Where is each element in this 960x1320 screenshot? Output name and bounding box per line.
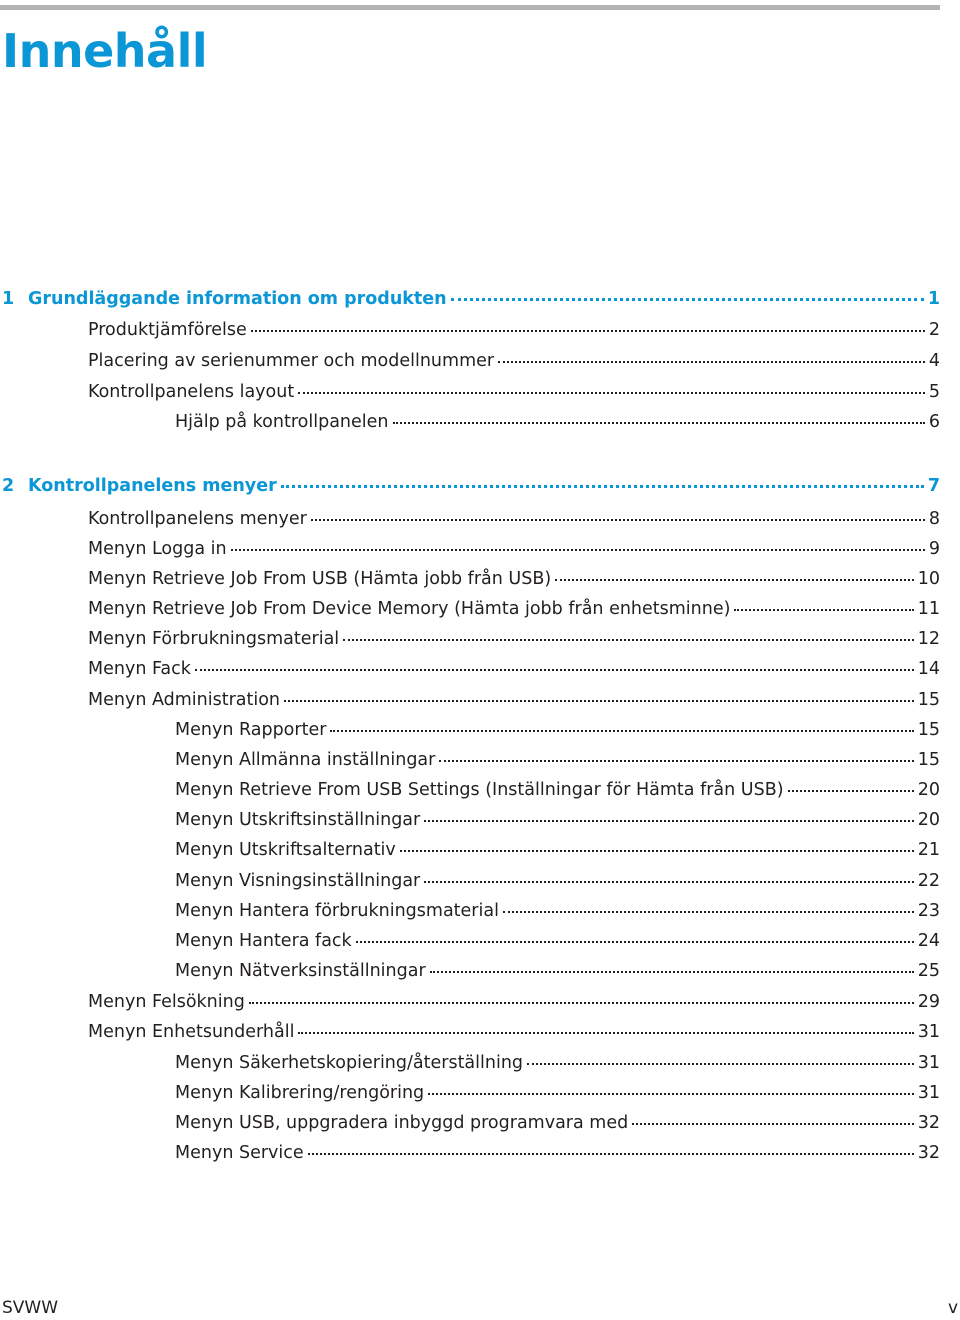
dot-leader <box>430 970 914 973</box>
toc-chapter-number: 2 <box>2 476 15 496</box>
toc-entry-title: Menyn Enhetsunderhåll <box>88 1022 295 1042</box>
toc-entry[interactable] <box>88 378 940 406</box>
toc-entry-title: Kontrollpanelens menyer <box>88 509 307 529</box>
toc-entry[interactable] <box>88 505 940 533</box>
toc-page-number: 15 <box>917 690 940 710</box>
toc-entry[interactable] <box>175 746 940 774</box>
toc-entry-title: Menyn Retrieve Job From USB (Hämta jobb från USB) <box>88 569 552 589</box>
toc-entry-title: Produktjämförelse <box>88 320 247 340</box>
toc-page-number: 23 <box>917 901 940 921</box>
dot-leader <box>439 759 913 762</box>
toc-page-number: 25 <box>917 961 940 981</box>
dot-leader <box>311 518 925 521</box>
dot-leader <box>498 360 925 363</box>
toc-entry-title: Menyn Utskriftsalternativ <box>175 840 396 860</box>
toc-entry-title: Menyn Retrieve Job From Device Memory (Hämta jobb från enhetsminne) <box>88 599 731 619</box>
toc-page-number: 31 <box>917 1083 940 1103</box>
toc-entry-title: Grundläggande information om produkten <box>28 289 447 309</box>
toc-chapter-entry[interactable] <box>2 472 940 500</box>
toc-entry-title: Menyn Retrieve From USB Settings (Inställningar för Hämta från USB) <box>175 780 784 800</box>
toc-entry-title: Menyn Felsökning <box>88 992 245 1012</box>
toc-entry-title: Menyn Kalibrering/rengöring <box>175 1083 425 1103</box>
toc-entry-title: Menyn USB, uppgradera inbyggd programvara med <box>175 1113 629 1133</box>
dot-leader <box>298 391 925 394</box>
toc-entry[interactable] <box>88 655 940 683</box>
toc-entry[interactable] <box>175 716 940 744</box>
toc-entry[interactable] <box>175 776 940 804</box>
toc-entry[interactable] <box>88 988 940 1016</box>
toc-chapter-entry[interactable] <box>2 285 940 313</box>
dot-leader <box>527 1062 914 1065</box>
page-number: v <box>947 1298 958 1318</box>
dot-leader <box>251 329 925 332</box>
dot-leader <box>555 578 914 581</box>
toc-entry-title: Menyn Fack <box>88 659 191 679</box>
dot-leader <box>308 1152 914 1155</box>
dot-leader <box>424 880 913 883</box>
toc-page-number: 29 <box>917 992 940 1012</box>
toc-entry[interactable] <box>175 867 940 895</box>
dot-leader <box>393 421 925 424</box>
toc-entry-title: Menyn Förbrukningsmaterial <box>88 629 340 649</box>
toc-entry[interactable] <box>88 686 940 714</box>
toc-entry[interactable] <box>175 1049 940 1077</box>
toc-page-number: 12 <box>917 629 940 649</box>
dot-leader <box>734 608 913 611</box>
toc-entry[interactable] <box>175 897 940 925</box>
toc-entry-title: Menyn Hantera fack <box>175 931 352 951</box>
dot-leader <box>400 849 914 852</box>
toc-entry-title: Menyn Utskriftsinställningar <box>175 810 421 830</box>
dot-leader <box>298 1031 913 1034</box>
toc-page-number: 8 <box>928 509 940 529</box>
dot-leader <box>284 699 914 702</box>
dot-leader <box>343 638 914 641</box>
dot-leader <box>195 668 914 671</box>
page-title: Innehåll <box>2 24 208 78</box>
toc-page-number: 6 <box>928 412 940 432</box>
dot-leader <box>231 548 925 551</box>
toc-entry[interactable] <box>175 408 940 436</box>
dot-leader <box>249 1001 914 1004</box>
toc-entry[interactable] <box>175 1079 940 1107</box>
toc-page-number: 4 <box>928 351 940 371</box>
toc-page-number: 5 <box>928 382 940 402</box>
toc-page-number: 21 <box>917 840 940 860</box>
toc-page-number: 22 <box>917 871 940 891</box>
toc-entry[interactable] <box>88 595 940 623</box>
toc-entry-title: Menyn Service <box>175 1143 304 1163</box>
dot-leader <box>330 729 913 732</box>
toc-entry[interactable] <box>88 625 940 653</box>
toc-entry-title: Menyn Säkerhetskopiering/återställning <box>175 1053 524 1073</box>
toc-page-number: 14 <box>917 659 940 679</box>
dot-leader <box>788 789 914 792</box>
dot-leader <box>632 1122 914 1125</box>
toc-entry[interactable] <box>175 927 940 955</box>
dot-leader <box>503 910 914 913</box>
toc-page-number: 15 <box>917 750 940 770</box>
toc-page-number: 10 <box>917 569 940 589</box>
toc-chapter-number: 1 <box>2 289 15 309</box>
toc-entry-title: Menyn Rapporter <box>175 720 327 740</box>
toc-entry-title: Hjälp på kontrollpanelen <box>175 412 389 432</box>
toc-entry-title: Kontrollpanelens menyer <box>28 476 277 496</box>
toc-entry-title: Menyn Logga in <box>88 539 227 559</box>
toc-entry[interactable] <box>175 836 940 864</box>
toc-page-number: 7 <box>927 476 940 496</box>
toc-page-number: 31 <box>917 1022 940 1042</box>
toc-page-number: 24 <box>917 931 940 951</box>
toc-entry-title: Menyn Allmänna inställningar <box>175 750 436 770</box>
dot-leader <box>356 940 914 943</box>
toc-page-number: 1 <box>927 289 940 309</box>
dot-leader <box>451 297 924 301</box>
toc-entry-title: Placering av serienummer och modellnummer <box>88 351 495 371</box>
toc-entry[interactable] <box>175 1139 940 1167</box>
toc-page-number: 32 <box>917 1113 940 1133</box>
toc-page-number: 32 <box>917 1143 940 1163</box>
dot-leader <box>428 1092 914 1095</box>
toc-page-number: 2 <box>928 320 940 340</box>
toc-entry[interactable] <box>88 535 940 563</box>
toc-entry[interactable] <box>88 347 940 375</box>
toc-page-number: 11 <box>917 599 940 619</box>
toc-entry-title: Menyn Hantera förbrukningsmaterial <box>175 901 499 921</box>
toc-page-number: 20 <box>917 810 940 830</box>
toc-entry-title: Menyn Nätverksinställningar <box>175 961 426 981</box>
toc-entry[interactable] <box>175 957 940 985</box>
toc-entry[interactable] <box>88 316 940 344</box>
toc-entry[interactable] <box>88 1018 940 1046</box>
toc-page-number: 15 <box>917 720 940 740</box>
toc-entry[interactable] <box>88 565 940 593</box>
toc-entry-title: Menyn Visningsinställningar <box>175 871 421 891</box>
toc-page-number: 9 <box>928 539 940 559</box>
dot-leader <box>424 819 913 822</box>
toc-page-number: 20 <box>917 780 940 800</box>
toc-entry-title: Menyn Administration <box>88 690 281 710</box>
footer-label: SVWW <box>2 1298 59 1318</box>
dot-leader <box>281 484 924 488</box>
toc-entry[interactable] <box>175 806 940 834</box>
toc-entry-title: Kontrollpanelens layout <box>88 382 295 402</box>
toc-page-number: 31 <box>917 1053 940 1073</box>
toc-entry[interactable] <box>175 1109 940 1137</box>
